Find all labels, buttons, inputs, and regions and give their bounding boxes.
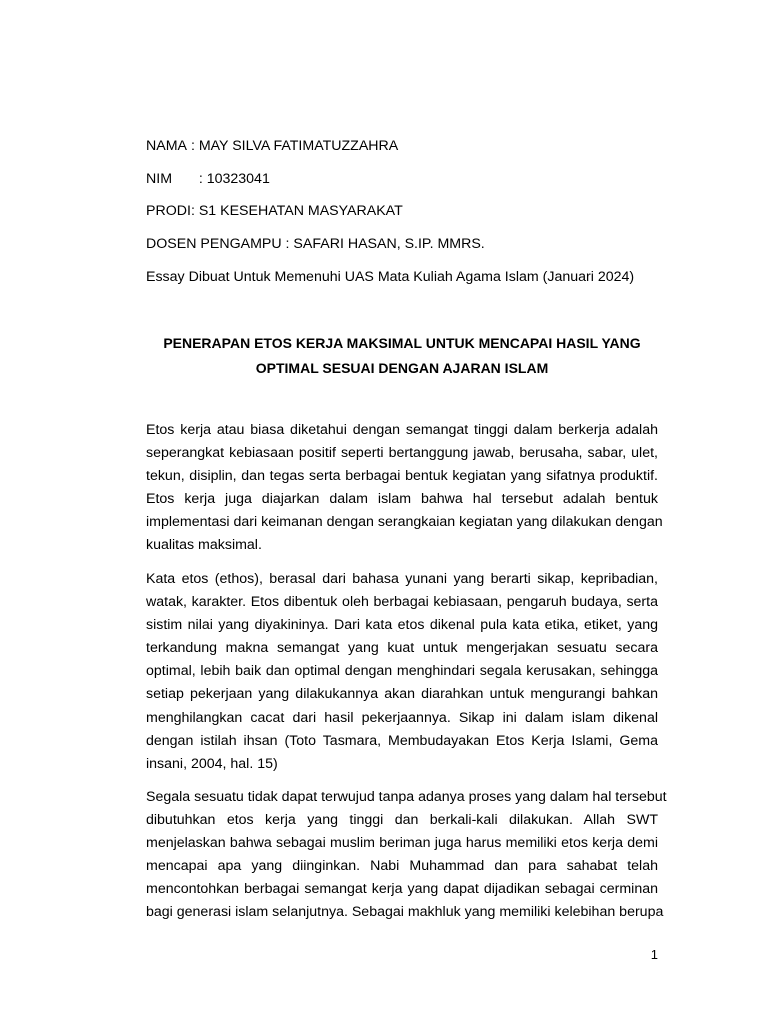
header-nim: [146, 170, 270, 188]
dosen-label: DOSEN PENGAMPU: [146, 236, 282, 252]
header-prodi: [146, 202, 403, 220]
paragraph-line: menjelaskan bahwa sebagai muslim beriman juga harus memiliki etos kerja demi: [146, 835, 658, 852]
nim-value: 10323041: [206, 171, 270, 187]
nim-label: NIM: [146, 171, 173, 187]
header-dosen: [146, 235, 485, 253]
paragraph-line: dibutuhkan etos kerja yang tinggi dan berkali-kali dilakukan. Allah SWT: [146, 812, 658, 829]
paragraph-line: terkandung makna semangat yang kuat untuk mengerjakan sesuatu secara: [146, 640, 658, 657]
paragraph-line: Segala sesuatu tidak dapat terwujud tanpa adanya proses yang dalam hal tersebut: [146, 789, 667, 805]
paragraph-line: implementasi dari keimanan dengan serangkaian kegiatan yang dilakukan dengan: [146, 514, 663, 531]
header-nama: [146, 137, 398, 155]
paragraph-line: Etos kerja juga diajarkan dalam islam bahwa hal tersebut adalah bentuk: [146, 491, 658, 508]
nama-label: NAMA: [146, 138, 187, 154]
page-number: 1: [650, 947, 658, 962]
title-line: OPTIMAL SESUAI DENGAN AJARAN ISLAM: [255, 359, 549, 376]
paragraph-line: tekun, disiplin, dan tegas serta berbagai bentuk kegiatan yang sifatnya produktif.: [146, 468, 658, 485]
paragraph-line: kualitas maksimal.: [146, 537, 262, 554]
prodi-value: S1 KESEHATAN MASYARAKAT: [198, 203, 403, 219]
title-line: PENERAPAN ETOS KERJA MAKSIMAL UNTUK MENCAPAI HASIL YANG: [163, 335, 641, 351]
nama-separator: :: [187, 138, 199, 154]
paragraph-3: [146, 786, 667, 925]
paragraph-line: mencapai apa yang diinginkan. Nabi Muhammad dan para sahabat telah: [146, 858, 658, 875]
nim-separator: :: [187, 171, 207, 187]
dosen-separator: :: [281, 236, 294, 252]
paragraph-line: mencontohkan berbagai semangat kerja yang dapat dijadikan sebagai cerminan: [146, 881, 658, 898]
paragraph-line: bagi generasi islam selanjutnya. Sebagai makhluk yang memiliki kelebihan berupa: [146, 904, 664, 921]
paragraph-line: insani, 2004, hal. 15): [146, 755, 278, 772]
paragraph-line: seperangkat kebiasaan positif seperti bertanggung jawab, berusaha, sabar, ulet,: [146, 445, 658, 462]
paragraph-line: optimal, lebih baik dan optimal dengan menghindari segala kerusakan, sehingga: [146, 663, 658, 680]
paragraph-2: [146, 568, 658, 776]
prodi-label: PRODI: [146, 203, 191, 219]
dosen-value: SAFARI HASAN, S.IP. MMRS.: [293, 236, 485, 252]
paragraph-line: sistim nilai yang diyakininya. Dari kata etos dikenal pula kata etika, etiket, yang: [146, 617, 658, 634]
paragraph-line: setiap pekerjaan yang dilakukannya akan diarahkan untuk mengurangi bahkan: [146, 686, 658, 703]
paragraph-line: watak, karakter. Etos dibentuk oleh berbagai kebiasaan, pengaruh budaya, serta: [146, 594, 658, 611]
essay-title: [146, 331, 658, 380]
essay-note: Essay Dibuat Untuk Memenuhi UAS Mata Kuliah Agama Islam (Januari 2024): [146, 269, 635, 285]
paragraph-line: Kata etos (ethos), berasal dari bahasa yunani yang berarti sikap, kepribadian,: [146, 571, 658, 587]
paragraph-line: dengan istilah ihsan (Toto Tasmara, Membudayakan Etos Kerja Islami, Gema: [146, 732, 658, 749]
nama-value: MAY SILVA FATIMATUZZAHRA: [198, 138, 399, 154]
paragraph-1: [146, 419, 663, 558]
prodi-separator: :: [190, 203, 199, 219]
paragraph-line: Etos kerja atau biasa diketahui dengan semangat tinggi dalam berkerja adalah: [146, 422, 658, 438]
paragraph-line: menghilangkan cacat dari hasil pekerjaannya. Sikap ini dalam islam dikenal: [146, 709, 658, 726]
